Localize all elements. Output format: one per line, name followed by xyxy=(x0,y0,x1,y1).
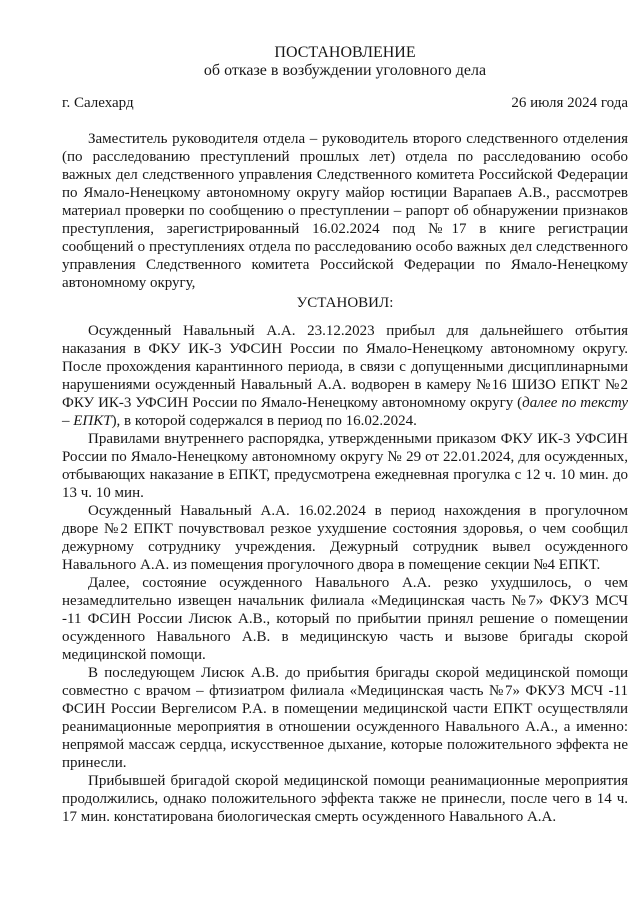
section-heading-ustanovil: УСТАНОВИЛ: xyxy=(296,295,394,311)
paragraph-schedule: Правилами внутреннего распорядка, утвержденными приказом ФКУ ИК-3 УФСИН России по Ямало-Ненецкому автономному округу № 29 от 22.01.2024, для осужденных, отбывающих наказание в ЕПКТ, предусмотрена ежедневная прогулка с 12 ч. 10 мин. до 13 ч. 10 мин. xyxy=(62,431,628,501)
paragraph-arrival-text: Осужденный Навальный А.А. 23.12.2023 прибыл для дальнейшего отбытия наказания в ФКУ ИК-3 УФСИН России по Ямало-Ненецкому автономному округу. После прохождения карантинного периода, в связи с допущенными дисциплинарными нарушениями осужденный Навальный А.А. водворен в камеру №16 ШИЗО ЕПКТ №2 ФКУ ИК-3 УФСИН России по Ямало-Ненецкому автономному округу ( xyxy=(62,323,628,411)
paragraph-arrival-italic-note: далее по тексту – ЕПКТ xyxy=(62,395,628,429)
date-label: 26 июля 2024 года xyxy=(511,95,628,111)
place-label: г. Салехард xyxy=(62,95,134,111)
paragraph-death: Прибывшей бригадой скорой медицинской помощи реанимационные мероприятия продолжились, однако положительного эффекта также не принесли, после чего в 14 ч. 17 мин. констатирована биологическая смерть осужденного Навального А.А. xyxy=(62,773,628,825)
paragraph-arrival-text-end: ), в которой содержался в период по 16.02.2024. xyxy=(111,413,417,429)
paragraph-intro: Заместитель руководителя отдела – руководитель второго следственного отделения (по расследованию преступлений прошлых лет) отдела по расследованию особо важных дел следственного управления Следственного комитета Российской Федерации по Ямало-Ненецкому автономному округу майор юстиции Варапаев А.В., рассмотрев материал проверки по сообщению о преступлении – рапорт об обнаружении признаков преступления, зарегистрированный 16.02.2024 под №17 в книге регистрации сообщений о преступлениях отдела по расследованию особо важных дел следственного управления Следственного комитета Российской Федерации по Ямало-Ненецкому автономному округу, xyxy=(62,131,628,291)
paragraph-resuscitation: В последующем Лисюк А.В. до прибытия бригады скорой медицинской помощи совместно с врачом – фтизиатром филиала «Медицинская часть №7» ФКУЗ МСЧ -11 ФСИН России Вергелисом Р.А. в помещении медицинской части ЕПКТ осуществляли реанимационные мероприятия в отношении осужденного Навального А.А., а именно: непрямой массаж сердца, искусственное дыхание, которые положительного эффекта не принесли. xyxy=(62,665,628,771)
paragraph-arrival xyxy=(62,322,628,430)
title-line-1: ПОСТАНОВЛЕНИЕ xyxy=(274,44,416,61)
title-line-2: об отказе в возбуждении уголовного дела xyxy=(203,62,487,79)
paragraph-medical-notify: Далее, состояние осужденного Навального А.А. резко ухудшилось, о чем незамедлительно извещен начальник филиала «Медицинская часть №7» ФКУЗ МСЧ -11 ФСИН России Лисюк А.В., который по прибытии принял решение о помещении осужденного Навального А.В. в медицинскую часть и вызове бригады скорой медицинской помощи. xyxy=(62,575,628,663)
document-title xyxy=(62,44,628,80)
paragraph-walk-incident: Осужденный Навальный А.А. 16.02.2024 в период нахождения в прогулочном дворе №2 ЕПКТ почувствовал резкое ухудшение состояния здоровья, о чем сообщил дежурному сотруднику учреждения. Дежурный сотрудник вывел осужденного Навального А.А. из помещения прогулочного двора в помещение секции №4 ЕПКТ. xyxy=(62,503,628,573)
dateline xyxy=(62,94,628,112)
